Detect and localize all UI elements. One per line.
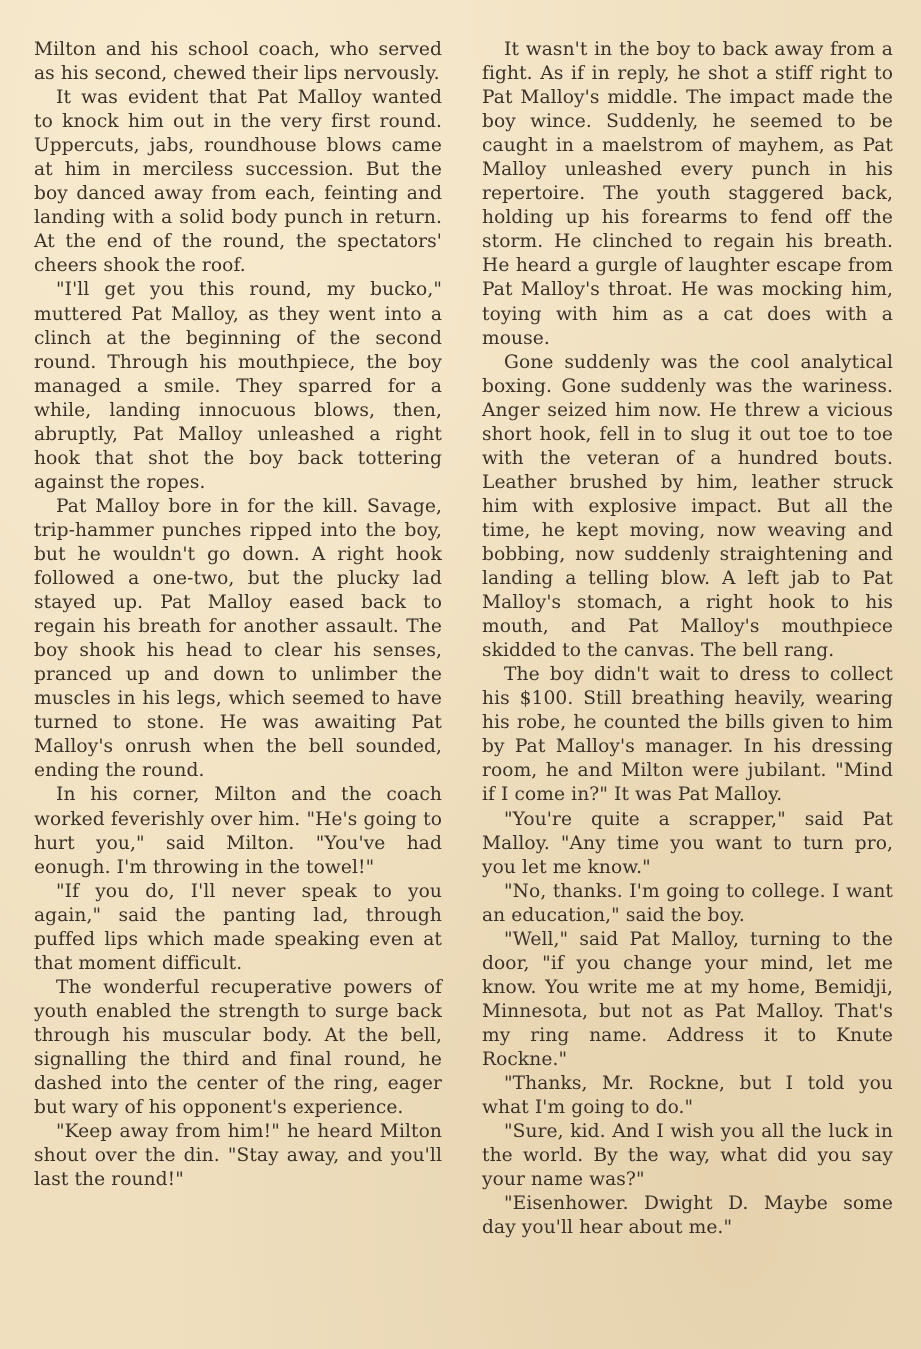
paragraph: "Thanks, Mr. Rockne, but I told you what I'm going to do." (482, 1073, 893, 1119)
paragraph: It wasn't in the boy to back away from a fight. As if in reply, he shot a stiff right to Pat Malloy's middle. The impact made the boy wince. Suddenly, he seemed to be caught in a maelstrom of mayhem, as Pat Malloy unleashed every punch in his repertoire. The youth staggered back, holding up his forearms to fend off the storm. He clinched to regain his breath. He heard a gurgle of laughter escape from Pat Malloy's throat. He was mocking him, toying with him as a cat does with a mouse. (482, 39, 893, 349)
paragraph: "Eisenhower. Dwight D. Maybe some day you'll hear about me." (482, 1193, 893, 1239)
paragraph: "Keep away from him!" he heard Milton shout over the din. "Stay away, and you'll last the round!" (34, 1121, 442, 1191)
paragraph: "I'll get you this round, my bucko," muttered Pat Malloy, as they went into a clinch at the beginning of the second round. Through his mouthpiece, the boy managed a smile. They sparred for a while, landing innocuous blows, then, abruptly, Pat Malloy unleashed a right hook that shot the boy back tottering against the ropes. (34, 279, 442, 493)
paragraph: The wonderful recuperative powers of youth enabled the strength to surge back through his muscular body. At the bell, signalling the third and final round, he dashed into the center of the ring, eager but wary of his opponent's experience. (34, 976, 442, 1119)
paragraph: It was evident that Pat Malloy wanted to knock him out in the very first round. Uppercuts, jabs, roundhouse blows came at him in merciless succession. But the boy danced away from each, feinting and landing with a solid body punch in return. At the end of the round, the spectators' cheers shook the roof. (34, 87, 442, 277)
paragraph: "If you do, I'll never speak to you again," said the panting lad, through puffed lips which made speaking even at that moment difficult. (34, 880, 442, 974)
paragraph: "Well," said Pat Malloy, turning to the door, "if you change your mind, let me know. You write me at my home, Bemidji, Minnesota, but not as Pat Malloy. That's my ring name. Address it to Knute Rockne." (482, 928, 893, 1070)
paragraph: "No, thanks. I'm going to college. I want an education," said the boy. (482, 880, 893, 926)
paragraph: In his corner, Milton and the coach worked feverishly over him. "He's going to hurt you," said Milton. "You've had eonugh. I'm throwing in the towel!" (34, 784, 442, 878)
paragraph: "Sure, kid. And I wish you all the luck in the world. By the way, what did you say your name was?" (482, 1121, 893, 1191)
paragraph: Gone suddenly was the cool analytical boxing. Gone suddenly was the wariness. Anger seized him now. He threw a vicious short hook, fell in to slug it out toe to toe with the veteran of a hundred bouts. Leather brushed by him, leather struck him with explosive impact. But all the time, he kept moving, now weaving and bobbing, now suddenly straightening and landing a telling blow. A left jab to Pat Malloy's stomach, a right hook to his mouth, and Pat Malloy's mouthpiece skidded to the canvas. The bell rang. (482, 351, 893, 662)
paragraph: Milton and his school coach, who served as his second, chewed their lips nervously. (34, 39, 442, 85)
right-text-column (482, 38, 893, 1240)
paragraph: "You're quite a scrapper," said Pat Malloy. "Any time you want to turn pro, you let me know." (482, 808, 893, 878)
left-text-column (34, 38, 442, 1192)
paragraph: Pat Malloy bore in for the kill. Savage, trip-hammer punches ripped into the boy, but he wouldn't go down. A right hook followed a one-two, but the plucky lad stayed up. Pat Malloy eased back to regain his breath for another assault. The boy shook his head to clear his senses, pranced up and down to unlimber the muscles in his legs, which seemed to have turned to stone. He was awaiting Pat Malloy's onrush when the bell sounded, ending the round. (34, 495, 442, 782)
paragraph: The boy didn't wait to dress to collect his $100. Still breathing heavily, wearing his robe, he counted the bills given to him by Pat Malloy's manager. In his dressing room, he and Milton were jubilant. "Mind if I come in?" It was Pat Malloy. (482, 664, 893, 806)
